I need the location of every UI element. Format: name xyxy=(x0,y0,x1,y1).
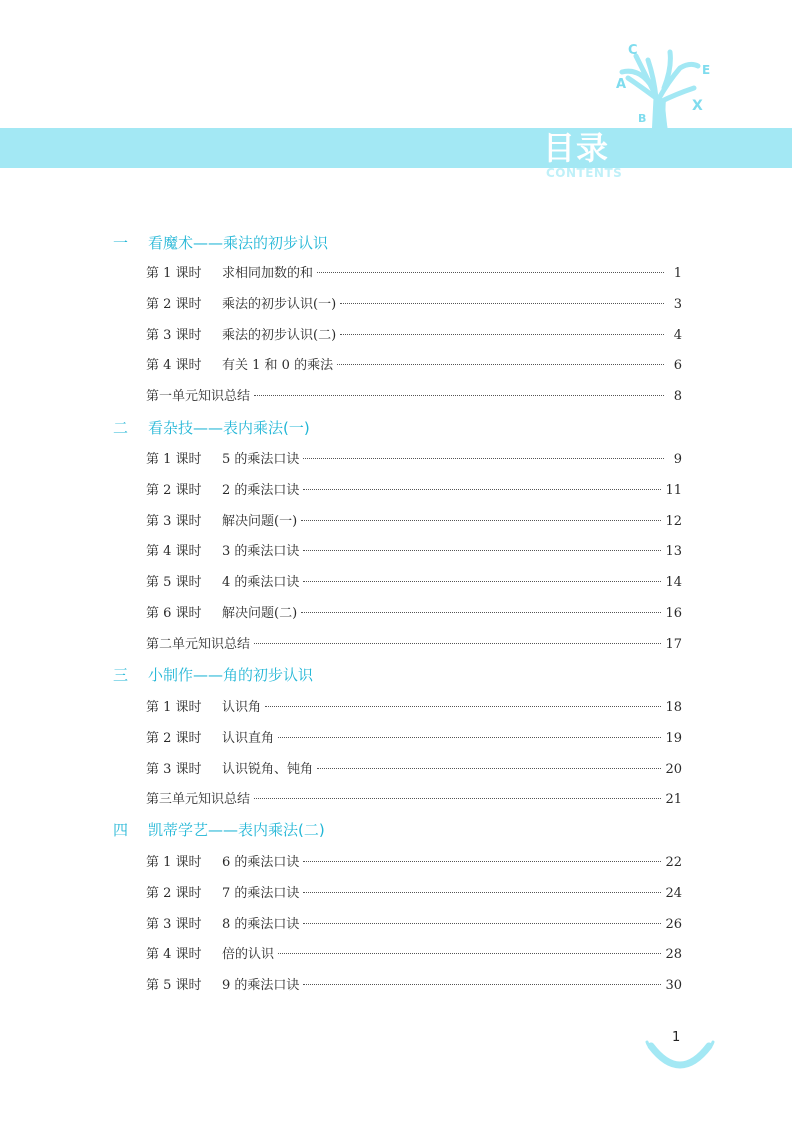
entry-page-number: 26 xyxy=(665,916,682,932)
dot-leader xyxy=(303,983,661,985)
entry-title: 乘法的初步认识(二) xyxy=(222,327,337,343)
unit-heading[interactable] xyxy=(113,819,325,841)
toc-entry[interactable] xyxy=(146,540,682,560)
toc-entry[interactable] xyxy=(146,974,682,994)
toc-entry[interactable] xyxy=(146,354,682,374)
entry-page-number: 1 xyxy=(673,266,682,281)
entry-title: 7 的乘法口诀 xyxy=(222,885,300,901)
toc-entry[interactable] xyxy=(146,633,682,653)
toc-entry[interactable] xyxy=(146,385,682,405)
entry-page-number: 18 xyxy=(665,700,682,715)
unit-title: 凯蒂学艺——表内乘法(二) xyxy=(148,821,325,839)
page-subtitle: CONTENTS xyxy=(546,166,623,180)
unit-number: 一 xyxy=(113,234,129,252)
entry-title: 有关 1 和 0 的乘法 xyxy=(222,358,334,374)
unit-heading[interactable] xyxy=(113,232,328,254)
entry-title: 第一单元知识总结 xyxy=(146,389,251,405)
lesson-label: 第 1 课时 xyxy=(146,266,202,281)
page-number: 1 xyxy=(672,1030,681,1045)
entry-page-number: 21 xyxy=(665,792,682,808)
entry-title: 9 的乘法口诀 xyxy=(222,978,300,994)
toc-entry[interactable] xyxy=(146,696,682,716)
toc-entry[interactable] xyxy=(146,882,682,902)
tree-letter: C xyxy=(628,43,638,58)
lesson-label: 第 2 课时 xyxy=(146,885,202,901)
dot-leader xyxy=(303,488,661,490)
entry-title: 倍的认识 xyxy=(222,947,275,963)
lesson-label: 第 1 课时 xyxy=(146,855,202,870)
lesson-label: 第 4 课时 xyxy=(146,358,202,374)
unit-number: 四 xyxy=(113,821,129,839)
toc-entry[interactable] xyxy=(146,479,682,499)
tree-letter: A xyxy=(616,77,627,92)
entry-title: 认识锐角、钝角 xyxy=(222,761,314,777)
dot-leader xyxy=(301,519,661,521)
entry-page-number: 24 xyxy=(665,885,682,901)
lesson-label: 第 3 课时 xyxy=(146,513,202,529)
dot-leader xyxy=(303,891,661,893)
lesson-label: 第 3 课时 xyxy=(146,916,202,932)
entry-page-number: 8 xyxy=(673,389,682,405)
lesson-label: 第 1 课时 xyxy=(146,700,202,715)
page-title: 目录 xyxy=(543,129,610,167)
lesson-label: 第 4 课时 xyxy=(146,947,202,963)
entry-title: 解决问题(二) xyxy=(222,606,298,621)
tree-letter: B xyxy=(638,112,647,125)
lesson-label: 第 2 课时 xyxy=(146,730,202,746)
toc-entry[interactable] xyxy=(146,448,682,468)
dot-leader xyxy=(254,642,661,644)
lesson-label: 第 5 课时 xyxy=(146,978,202,994)
entry-title: 8 的乘法口诀 xyxy=(222,916,300,932)
unit-title: 看魔术——乘法的初步认识 xyxy=(148,234,329,252)
entry-page-number: 13 xyxy=(665,544,682,560)
entry-page-number: 20 xyxy=(665,761,682,777)
toc-entry[interactable] xyxy=(146,943,682,963)
lesson-label: 第 2 课时 xyxy=(146,482,202,498)
lesson-label: 第 1 课时 xyxy=(146,452,202,467)
dot-leader xyxy=(303,580,661,582)
dot-leader xyxy=(278,952,661,954)
entry-page-number: 14 xyxy=(665,575,682,591)
dot-leader xyxy=(303,457,664,459)
toc-entry[interactable] xyxy=(146,758,682,778)
entry-title: 乘法的初步认识(一) xyxy=(222,296,337,312)
lesson-label: 第 5 课时 xyxy=(146,575,202,591)
dot-leader xyxy=(254,394,664,396)
unit-number: 三 xyxy=(113,666,129,684)
smile-icon xyxy=(645,1038,715,1078)
toc-entry[interactable] xyxy=(146,571,682,591)
entry-title: 6 的乘法口诀 xyxy=(222,855,300,870)
toc-entry[interactable] xyxy=(146,293,682,313)
entry-page-number: 22 xyxy=(665,855,682,870)
dot-leader xyxy=(303,860,661,862)
toc-entry[interactable] xyxy=(146,727,682,747)
entry-page-number: 11 xyxy=(665,482,682,498)
entry-title: 4 的乘法口诀 xyxy=(222,575,300,591)
entry-page-number: 17 xyxy=(665,636,682,652)
dot-leader xyxy=(254,797,661,799)
entry-page-number: 9 xyxy=(673,452,682,467)
dot-leader xyxy=(337,363,664,365)
dot-leader xyxy=(265,705,661,707)
dot-leader xyxy=(340,333,664,335)
unit-number: 二 xyxy=(113,419,129,437)
dot-leader xyxy=(303,549,661,551)
dot-leader xyxy=(340,302,664,304)
toc-entry[interactable] xyxy=(146,510,682,530)
unit-heading[interactable] xyxy=(113,664,313,686)
lesson-label: 第 6 课时 xyxy=(146,606,202,621)
entry-page-number: 12 xyxy=(665,513,682,529)
entry-title: 2 的乘法口诀 xyxy=(222,482,300,498)
toc-entry[interactable] xyxy=(146,602,682,622)
entry-page-number: 28 xyxy=(665,947,682,963)
lesson-label: 第 3 课时 xyxy=(146,327,202,343)
entry-page-number: 30 xyxy=(665,978,682,994)
entry-page-number: 3 xyxy=(673,296,682,312)
dot-leader xyxy=(278,736,661,738)
unit-title: 看杂技——表内乘法(一) xyxy=(148,419,310,437)
unit-heading[interactable] xyxy=(113,417,310,439)
lesson-label: 第 2 课时 xyxy=(146,296,202,312)
entry-title: 第三单元知识总结 xyxy=(146,792,251,808)
entry-page-number: 6 xyxy=(673,358,682,374)
toc-entry[interactable] xyxy=(146,788,682,808)
entry-title: 认识直角 xyxy=(222,730,275,746)
toc-entry[interactable] xyxy=(146,913,682,933)
dot-leader xyxy=(317,271,664,273)
dot-leader xyxy=(301,611,661,613)
entry-page-number: 19 xyxy=(665,730,682,746)
tree-letter: E xyxy=(702,63,711,77)
lesson-label: 第 4 课时 xyxy=(146,544,202,560)
toc-entry[interactable] xyxy=(146,851,682,871)
tree-icon xyxy=(610,38,720,138)
tree-letter: X xyxy=(692,98,703,114)
entry-page-number: 4 xyxy=(673,327,682,343)
entry-title: 求相同加数的和 xyxy=(222,266,314,281)
entry-page-number: 16 xyxy=(665,606,682,621)
toc-entry[interactable] xyxy=(146,262,682,282)
entry-title: 3 的乘法口诀 xyxy=(222,544,300,560)
dot-leader xyxy=(303,922,661,924)
entry-title: 解决问题(一) xyxy=(222,513,298,529)
unit-title: 小制作——角的初步认识 xyxy=(148,666,314,684)
dot-leader xyxy=(317,767,661,769)
entry-title: 认识角 xyxy=(222,700,262,715)
lesson-label: 第 3 课时 xyxy=(146,761,202,777)
entry-title: 5 的乘法口诀 xyxy=(222,452,300,467)
entry-title: 第二单元知识总结 xyxy=(146,636,251,652)
toc-entry[interactable] xyxy=(146,324,682,344)
